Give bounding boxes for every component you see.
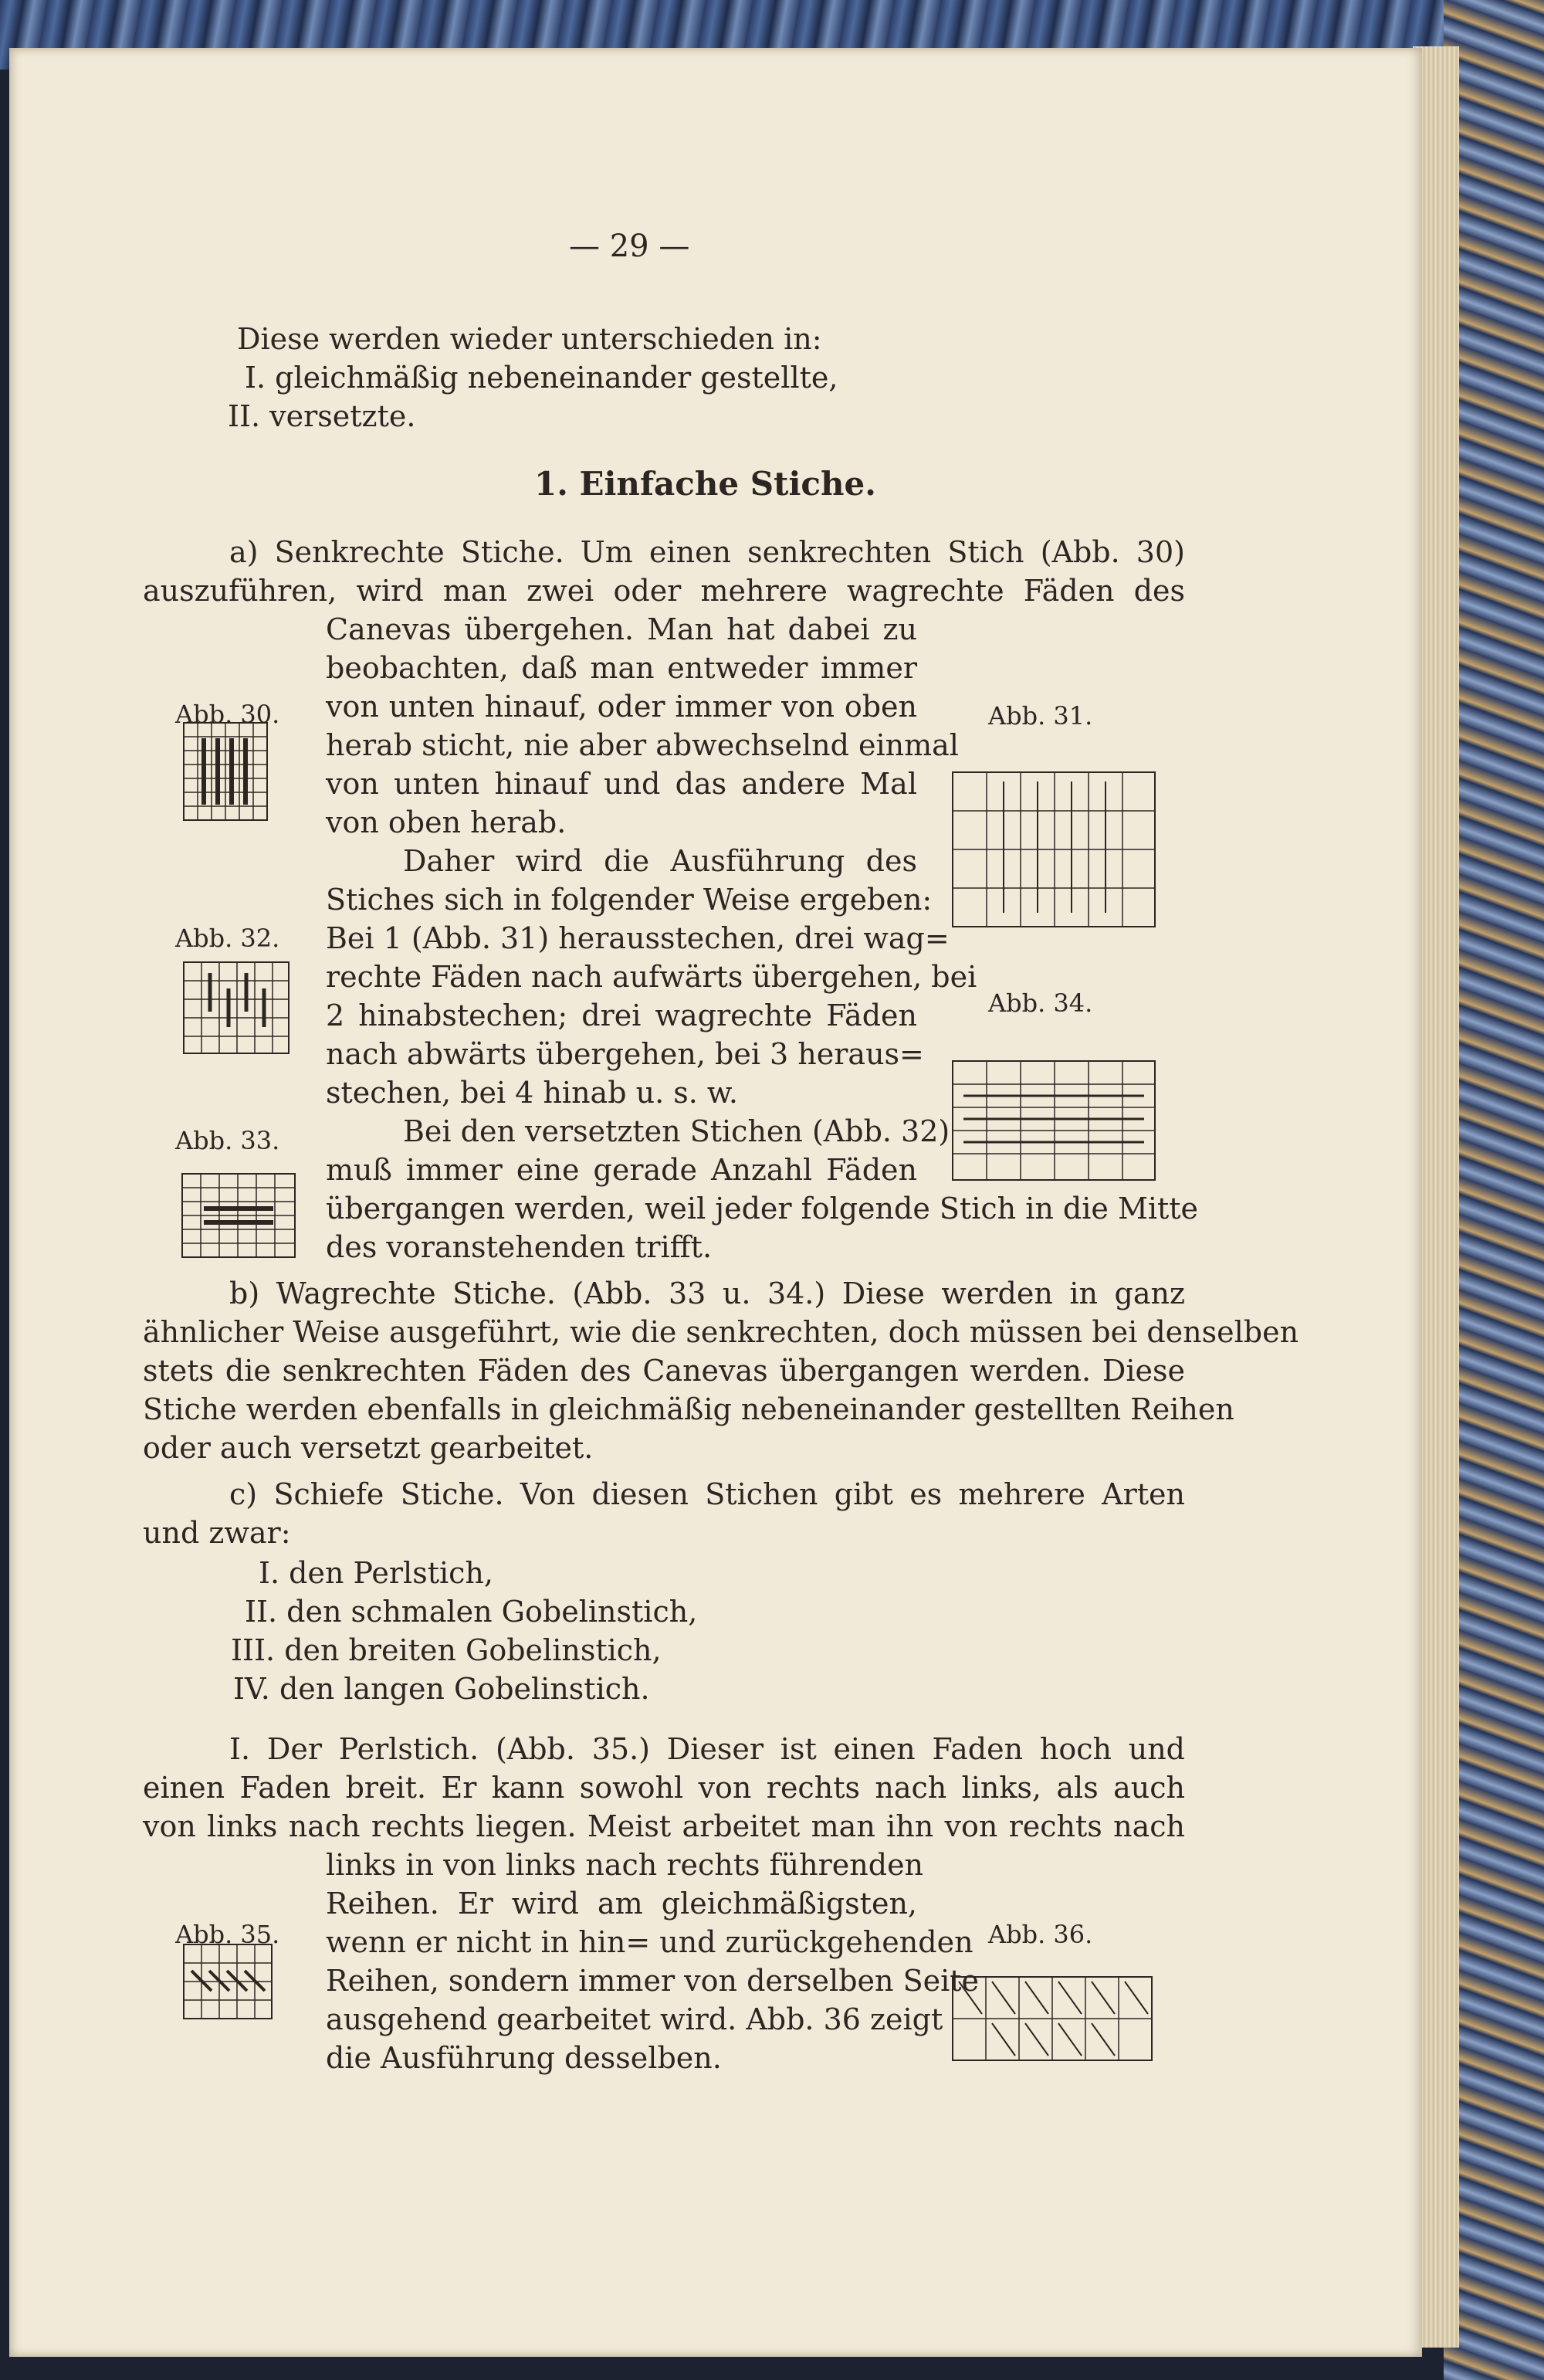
text-line: Daher wird die Ausführung des: [403, 844, 917, 878]
text-line: und zwar:: [143, 1516, 291, 1550]
section-heading: 1. Einfache Stiche.: [534, 465, 876, 503]
list-item: IV. den langen Gobelinstich.: [233, 1672, 650, 1706]
list-item: III. den breiten Gobelinstich,: [231, 1633, 662, 1667]
figure-abb-33: [178, 1168, 301, 1263]
text-line: herab sticht, nie aber abwechselnd einmal: [326, 728, 959, 762]
figure-caption: Abb. 34.: [988, 988, 1093, 1018]
text-line: von unten hinauf, oder immer von oben: [326, 690, 917, 724]
text-line: oder auch versetzt gearbeitet.: [143, 1431, 594, 1465]
figure-abb-36: [942, 1971, 1163, 2071]
figure-abb-34: [942, 1050, 1161, 1189]
text-line: stets die senkrechten Fäden des Canevas übergangen werden. Diese: [143, 1354, 1185, 1388]
figure-abb-31: [942, 766, 1161, 936]
text-line: übergangen werden, weil jeder folgende Stich in die Mitte: [326, 1192, 1199, 1226]
text-line: Bei 1 (Abb. 31) herausstechen, drei wag=: [326, 921, 950, 955]
text-line: rechte Fäden nach aufwärts übergehen, bei: [326, 960, 977, 994]
text-line: b) Wagrechte Stiche. (Abb. 33 u. 34.) Diese werden in ganz: [229, 1276, 1185, 1310]
text-line: Canevas übergehen. Man hat dabei zu: [326, 612, 917, 646]
figure-abb-35: [181, 1940, 281, 2025]
text-line: II. versetzte.: [228, 399, 416, 433]
text-line: I. Der Perlstich. (Abb. 35.) Dieser ist einen Faden hoch und: [229, 1732, 1185, 1766]
book-page: [9, 48, 1422, 2357]
text-line: wenn er nicht in hin= und zurückgehenden: [326, 1925, 973, 1959]
page-number: — 29 —: [569, 229, 690, 264]
text-line: a) Senkrechte Stiche. Um einen senkrechten Stich (Abb. 30): [229, 535, 1185, 569]
text-line: von links nach rechts liegen. Meist arbeitet man ihn von rechts nach: [143, 1809, 1185, 1843]
figure-abb-30: [181, 720, 273, 828]
figure-abb-32: [181, 950, 296, 1066]
text-line: auszuführen, wird man zwei oder mehrere wagrechte Fäden des: [143, 574, 1185, 608]
text-line: die Ausführung desselben.: [326, 2041, 722, 2075]
text-line: Stiches sich in folgender Weise ergeben:: [326, 883, 933, 917]
text-line: muß immer eine gerade Anzahl Fäden: [326, 1153, 917, 1187]
text-line: Reihen, sondern immer von derselben Seite: [326, 1964, 980, 1998]
text-line: nach abwärts übergehen, bei 3 heraus=: [326, 1037, 924, 1071]
text-line: Diese werden wieder unterschieden in:: [237, 322, 822, 356]
figure-caption: Abb. 36.: [988, 1920, 1093, 1949]
text-line: einen Faden breit. Er kann sowohl von rechts nach links, als auch: [143, 1771, 1185, 1805]
text-line: von oben herab.: [326, 805, 567, 839]
text-line: von unten hinauf und das andere Mal: [326, 767, 917, 801]
figure-caption: Abb. 31.: [988, 701, 1093, 731]
text-line: ausgehend gearbeitet wird. Abb. 36 zeigt: [326, 2002, 943, 2036]
text-line: c) Schiefe Stiche. Von diesen Stichen gibt es mehrere Arten: [229, 1477, 1185, 1511]
text-line: 2 hinabstechen; drei wagrechte Fäden: [326, 998, 917, 1032]
text-line: I. gleichmäßig nebeneinander gestellte,: [245, 361, 838, 395]
text-line: beobachten, daß man entweder immer: [326, 651, 917, 685]
text-line: des voranstehenden trifft.: [326, 1230, 713, 1264]
text-line: ähnlicher Weise ausgeführt, wie die senkrechten, doch müssen bei denselben: [143, 1315, 1299, 1349]
text-line: Stiche werden ebenfalls in gleichmäßig nebeneinander gestellten Reihen: [143, 1392, 1234, 1426]
list-item: I. den Perlstich,: [259, 1556, 493, 1590]
figure-caption: Abb. 30.: [175, 700, 280, 729]
figure-caption: Abb. 35.: [175, 1920, 280, 1949]
figure-caption: Abb. 32.: [175, 924, 280, 953]
list-item: II. den schmalen Gobelinstich,: [245, 1595, 698, 1629]
text-line: Reihen. Er wird am gleichmäßigsten,: [326, 1887, 917, 1921]
text-line: Bei den versetzten Stichen (Abb. 32): [403, 1114, 950, 1148]
text-line: stechen, bei 4 hinab u. s. w.: [326, 1076, 738, 1110]
figure-caption: Abb. 33.: [175, 1126, 280, 1155]
text-line: links in von links nach rechts führenden: [326, 1848, 924, 1882]
